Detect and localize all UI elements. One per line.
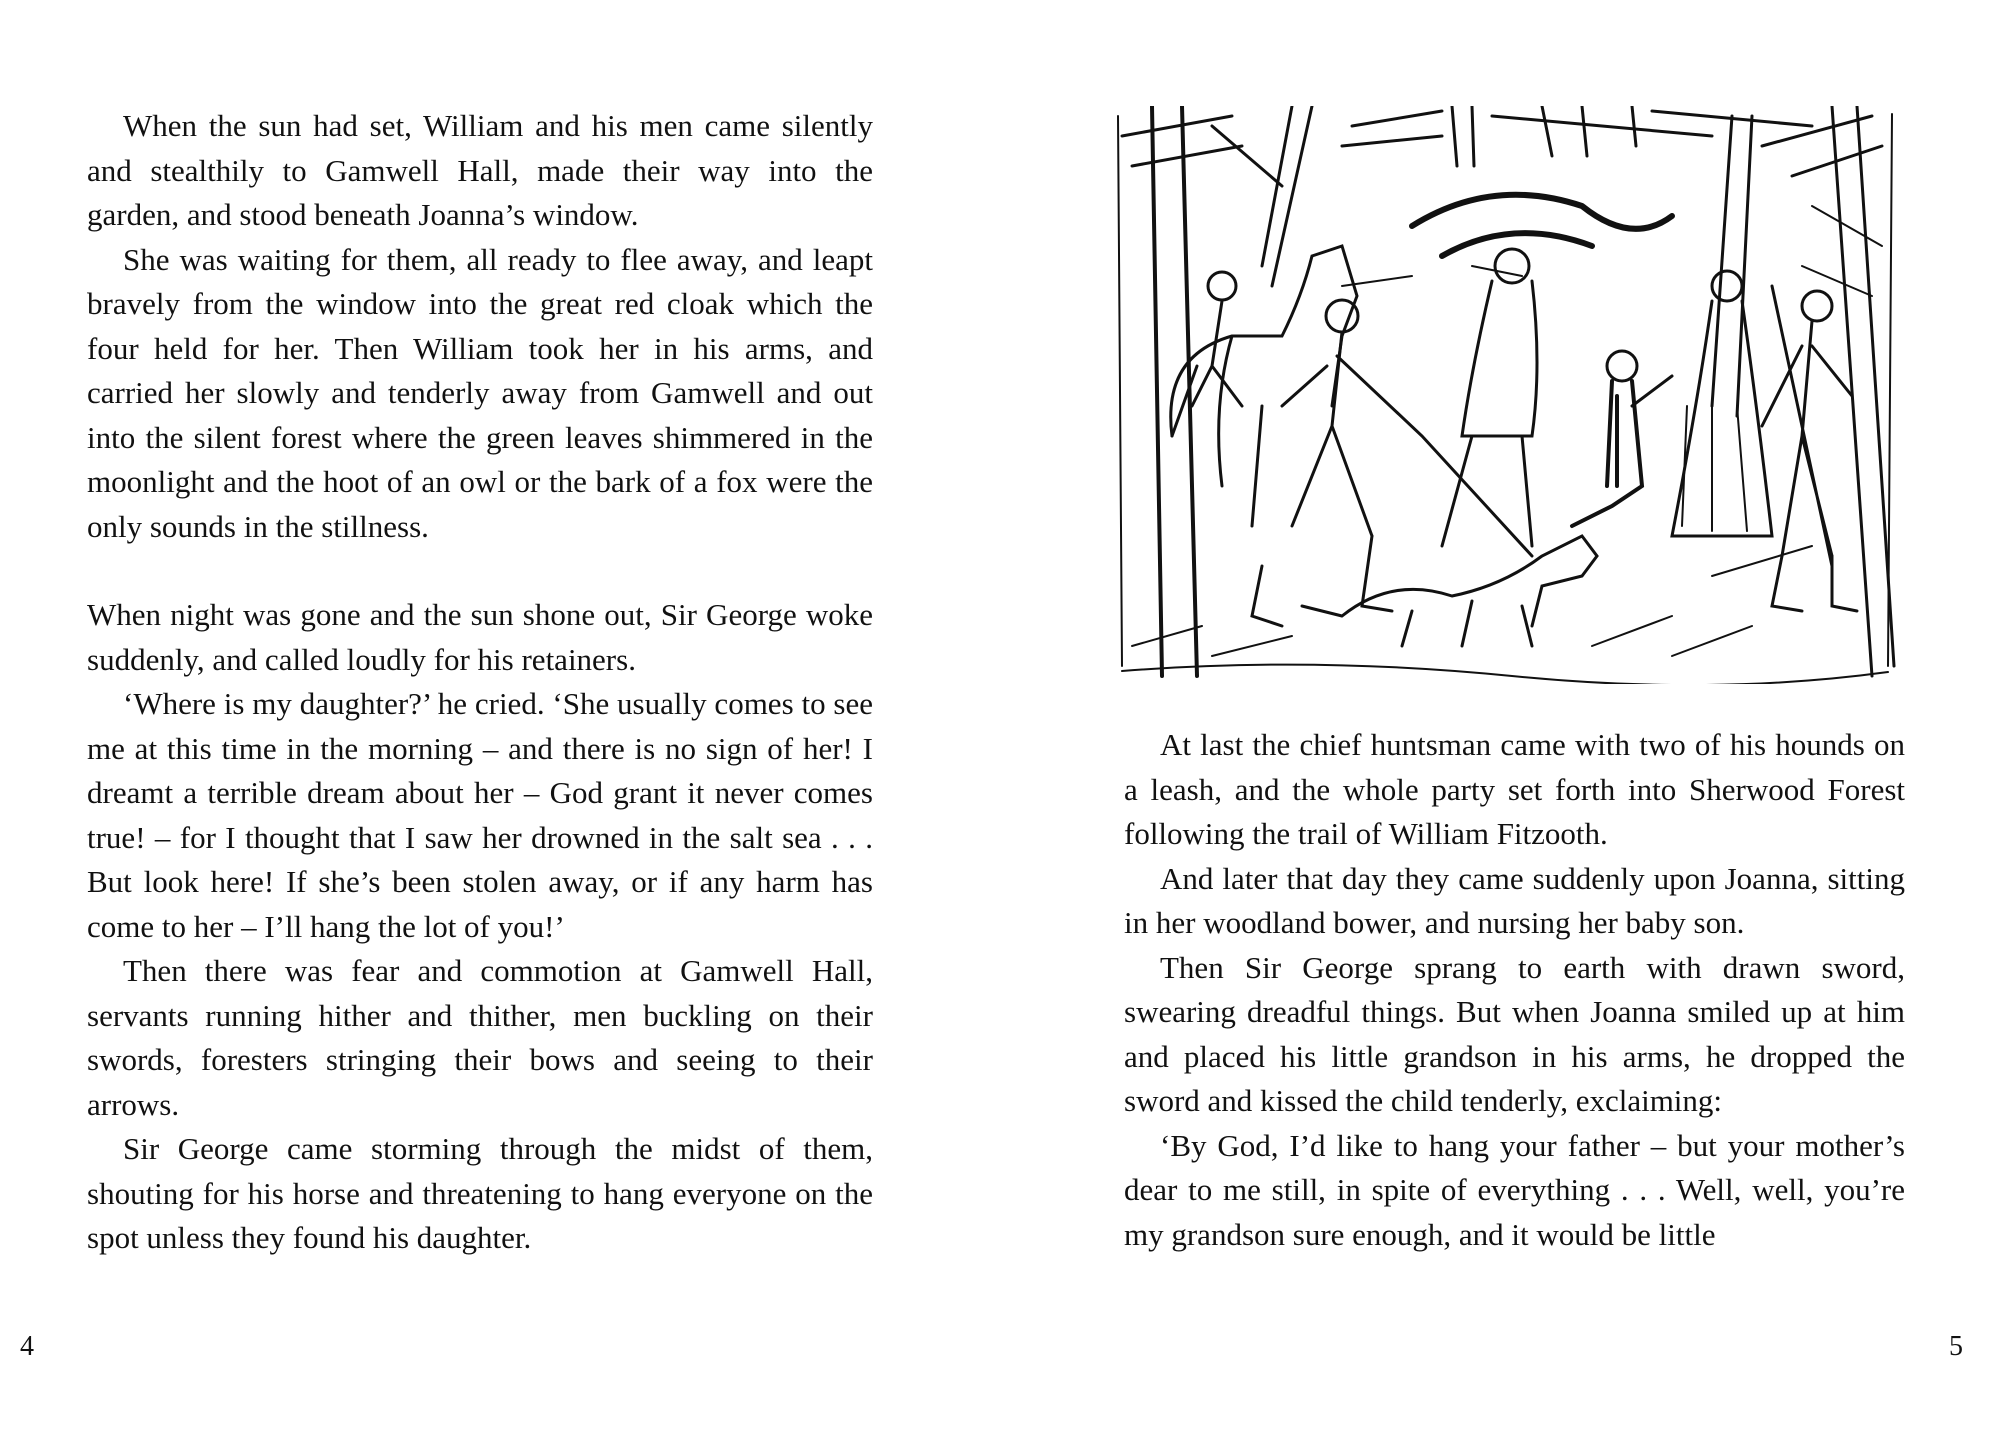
paragraph: And later that day they came suddenly upon Joanna, sitting in her woodland bower, and nursing her baby son.: [1124, 860, 1905, 940]
paragraph: When night was gone and the sun shone out, Sir George woke suddenly, and called loudly for his retainers.: [87, 597, 873, 677]
paragraph: ‘Where is my daughter?’ he cried. ‘She usually comes to see me at this time in the morning – and there is no sign of her! I dreamt a terrible dream about her – God grant it never comes true! – for I thought that I saw her drowned in the salt sea . . . But look here! If she’s been stolen away, or if any harm has come to her – I’ll hang the lot of you!’: [87, 686, 873, 944]
paragraph: Then Sir George sprang to earth with drawn sword, swearing dreadful things. But when Joanna smiled up at him and placed his little grandson in his arms, he dropped the sword and kissed the child tenderly, exclaiming:: [1124, 949, 1905, 1118]
illustration-drawing: [1112, 106, 1898, 684]
paragraph: Sir George came storming through the midst of them, shouting for his horse and threatening to hang everyone on the spot unless they found his daughter.: [87, 1131, 873, 1255]
left-page-text: [87, 104, 873, 1261]
paragraph: At last the chief huntsman came with two of his hounds on a leash, and the whole party set forth into Sherwood Forest following the trail of William Fitzooth.: [1124, 727, 1905, 851]
paragraph: ‘By God, I’d like to hang your father – but your mother’s dear to me still, in spite of everything . . . Well, well, you’re my grandson sure enough, and it would be little: [1124, 1127, 1905, 1252]
page-number-left: 4: [20, 1331, 34, 1362]
right-page: [1000, 0, 2000, 1445]
paragraph: When the sun had set, William and his men came silently and stealthily to Gamwell Hall, made their way into the garden, and stood beneath Joanna’s window.: [87, 108, 873, 232]
paragraph: Then there was fear and commotion at Gamwell Hall, servants running hither and thither, men buckling on their swords, foresters stringing their bows and seeing to their arrows.: [87, 953, 873, 1122]
page-number-right: 5: [1949, 1331, 1963, 1362]
right-page-text: [1124, 723, 1905, 1257]
forest-hunt-illustration: [1112, 106, 1898, 684]
paragraph: She was waiting for them, all ready to flee away, and leapt bravely from the window into the great red cloak which the four held for her. Then William took her in his arms, and carried her slowly and tenderly away from Gamwell and out into the silent forest where the green leaves shimmered in the moonlight and the hoot of an owl or the bark of a fox were the only sounds in the stillness.: [87, 241, 873, 544]
